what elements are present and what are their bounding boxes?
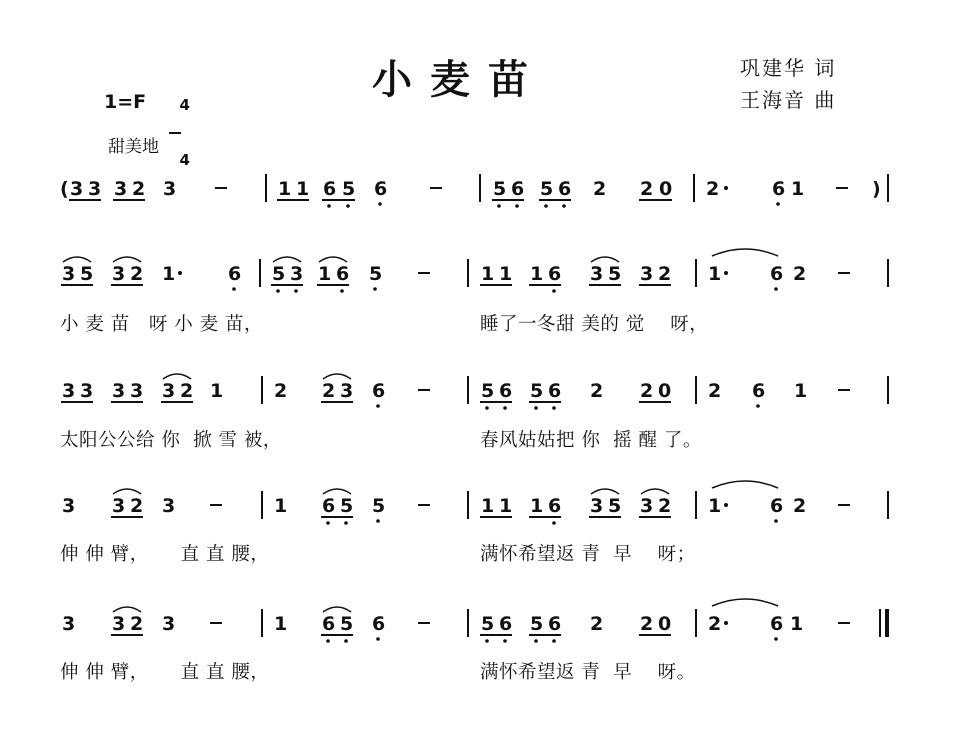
- svg-text:6: 6: [558, 178, 572, 200]
- svg-text:5: 5: [80, 263, 94, 285]
- svg-text:3: 3: [62, 380, 76, 402]
- svg-text:6: 6: [770, 613, 784, 635]
- svg-text:1: 1: [708, 495, 722, 517]
- time-signature-bottom: 4: [179, 151, 190, 169]
- svg-text:6: 6: [228, 263, 242, 285]
- svg-text:6: 6: [548, 263, 562, 285]
- svg-text:3: 3: [640, 495, 654, 517]
- svg-text:3: 3: [62, 495, 76, 517]
- svg-text:1: 1: [790, 613, 804, 635]
- svg-text:2: 2: [793, 495, 807, 517]
- svg-text:6: 6: [374, 178, 388, 200]
- svg-text:1: 1: [210, 380, 224, 402]
- score-line-intro: [60, 174, 888, 208]
- svg-text:6: 6: [323, 178, 337, 200]
- svg-text:2: 2: [658, 495, 672, 517]
- svg-text:5: 5: [481, 613, 495, 635]
- svg-text:3: 3: [114, 178, 128, 200]
- svg-text:3: 3: [162, 380, 176, 402]
- svg-text:3: 3: [112, 495, 126, 517]
- svg-text:2: 2: [130, 263, 144, 285]
- lyric-line-1a: 小 麦 苗 呀 小 麦 苗，: [60, 314, 264, 335]
- svg-text:5: 5: [540, 178, 554, 200]
- svg-text:2: 2: [180, 380, 194, 402]
- score-line-2: [61, 374, 888, 410]
- svg-text:3: 3: [112, 380, 126, 402]
- time-signature-top: 4: [179, 96, 190, 114]
- svg-text:3: 3: [340, 380, 354, 402]
- svg-text:1: 1: [296, 178, 310, 200]
- svg-text:0: 0: [659, 178, 673, 200]
- lyric-line-2a: 太阳公公给 你 掀 雪 被，: [60, 430, 282, 451]
- svg-text:2: 2: [640, 178, 654, 200]
- svg-text:6: 6: [499, 380, 513, 402]
- svg-text:3: 3: [162, 613, 176, 635]
- svg-text:1: 1: [794, 380, 808, 402]
- svg-text:5: 5: [272, 263, 286, 285]
- svg-text:1: 1: [530, 495, 544, 517]
- svg-text:3: 3: [80, 380, 94, 402]
- svg-text:1: 1: [481, 495, 495, 517]
- svg-text:1: 1: [278, 178, 292, 200]
- svg-text:5: 5: [340, 613, 354, 635]
- svg-text:5: 5: [340, 495, 354, 517]
- svg-text:6: 6: [499, 613, 513, 635]
- svg-text:5: 5: [481, 380, 495, 402]
- svg-text:6: 6: [770, 495, 784, 517]
- svg-text:1: 1: [530, 263, 544, 285]
- svg-text:1: 1: [499, 495, 513, 517]
- svg-text:2: 2: [708, 613, 722, 635]
- svg-text:1: 1: [791, 178, 805, 200]
- svg-text:6: 6: [511, 178, 525, 200]
- svg-text:1: 1: [274, 495, 288, 517]
- svg-text:1: 1: [481, 263, 495, 285]
- svg-text:5: 5: [530, 380, 544, 402]
- svg-text:6: 6: [322, 613, 336, 635]
- svg-text:2: 2: [593, 178, 607, 200]
- svg-text:2: 2: [130, 495, 144, 517]
- svg-text:6: 6: [336, 263, 350, 285]
- svg-text:3: 3: [130, 380, 144, 402]
- svg-text:3: 3: [112, 263, 126, 285]
- lyric-line-3b: 满怀希望返 青 早 呀；: [480, 544, 696, 565]
- song-title: 小麦苗: [372, 56, 546, 103]
- expression-marking: 甜美地: [108, 137, 159, 157]
- svg-text:3: 3: [88, 178, 102, 200]
- svg-text:5: 5: [530, 613, 544, 635]
- svg-text:5: 5: [493, 178, 507, 200]
- svg-text:3: 3: [62, 613, 76, 635]
- score-line-1: [61, 249, 888, 293]
- svg-text:2: 2: [658, 263, 672, 285]
- svg-text:3: 3: [70, 178, 84, 200]
- svg-text:0: 0: [658, 380, 672, 402]
- lyric-line-1b: 睡了一冬甜 美的 觉 呀，: [480, 314, 709, 335]
- svg-text:2: 2: [640, 613, 654, 635]
- svg-text:5: 5: [608, 263, 622, 285]
- svg-text:6: 6: [752, 380, 766, 402]
- score-line-3: [62, 481, 888, 525]
- svg-text:6: 6: [548, 380, 562, 402]
- lyric-line-3a: 伸 伸 臂， 直 直 腰，: [60, 544, 270, 565]
- svg-text:3: 3: [590, 495, 604, 517]
- svg-text:5: 5: [608, 495, 622, 517]
- svg-text:(: (: [60, 178, 69, 200]
- svg-text:3: 3: [590, 263, 604, 285]
- svg-text:1: 1: [274, 613, 288, 635]
- svg-text:6: 6: [372, 613, 386, 635]
- svg-text:2: 2: [590, 380, 604, 402]
- composer-credit: 王海音 曲: [740, 88, 837, 112]
- svg-text:2: 2: [130, 613, 144, 635]
- svg-text:6: 6: [772, 178, 786, 200]
- svg-text:1: 1: [318, 263, 332, 285]
- svg-text:2: 2: [793, 263, 807, 285]
- svg-text:2: 2: [708, 380, 722, 402]
- svg-text:1: 1: [708, 263, 722, 285]
- svg-text:2: 2: [640, 380, 654, 402]
- svg-text:5: 5: [372, 495, 386, 517]
- svg-text:3: 3: [112, 613, 126, 635]
- svg-text:6: 6: [322, 495, 336, 517]
- svg-text:3: 3: [62, 263, 76, 285]
- svg-text:2: 2: [590, 613, 604, 635]
- svg-text:5: 5: [342, 178, 356, 200]
- svg-text:2: 2: [322, 380, 336, 402]
- svg-text:3: 3: [640, 263, 654, 285]
- lyric-line-2b: 春风姑姑把 你 摇 醒 了。: [480, 430, 702, 451]
- svg-text:2: 2: [274, 380, 288, 402]
- svg-text:0: 0: [658, 613, 672, 635]
- svg-text:3: 3: [163, 178, 177, 200]
- svg-text:2: 2: [132, 178, 146, 200]
- svg-text:1: 1: [499, 263, 513, 285]
- svg-text:6: 6: [548, 495, 562, 517]
- svg-text:6: 6: [372, 380, 386, 402]
- svg-text:2: 2: [706, 178, 720, 200]
- svg-text:6: 6: [770, 263, 784, 285]
- svg-text:6: 6: [548, 613, 562, 635]
- svg-text:3: 3: [290, 263, 304, 285]
- lyric-line-4a: 伸 伸 臂， 直 直 腰，: [60, 662, 270, 683]
- svg-text:3: 3: [162, 495, 176, 517]
- lyricist-credit: 巩建华 词: [740, 56, 837, 80]
- svg-text:1: 1: [162, 263, 176, 285]
- score-line-4: [62, 599, 887, 643]
- key-signature: 1=F: [104, 91, 147, 113]
- svg-text:5: 5: [369, 263, 383, 285]
- svg-text:): ): [872, 178, 881, 200]
- lyric-line-4b: 满怀希望返 青 早 呀。: [480, 662, 696, 683]
